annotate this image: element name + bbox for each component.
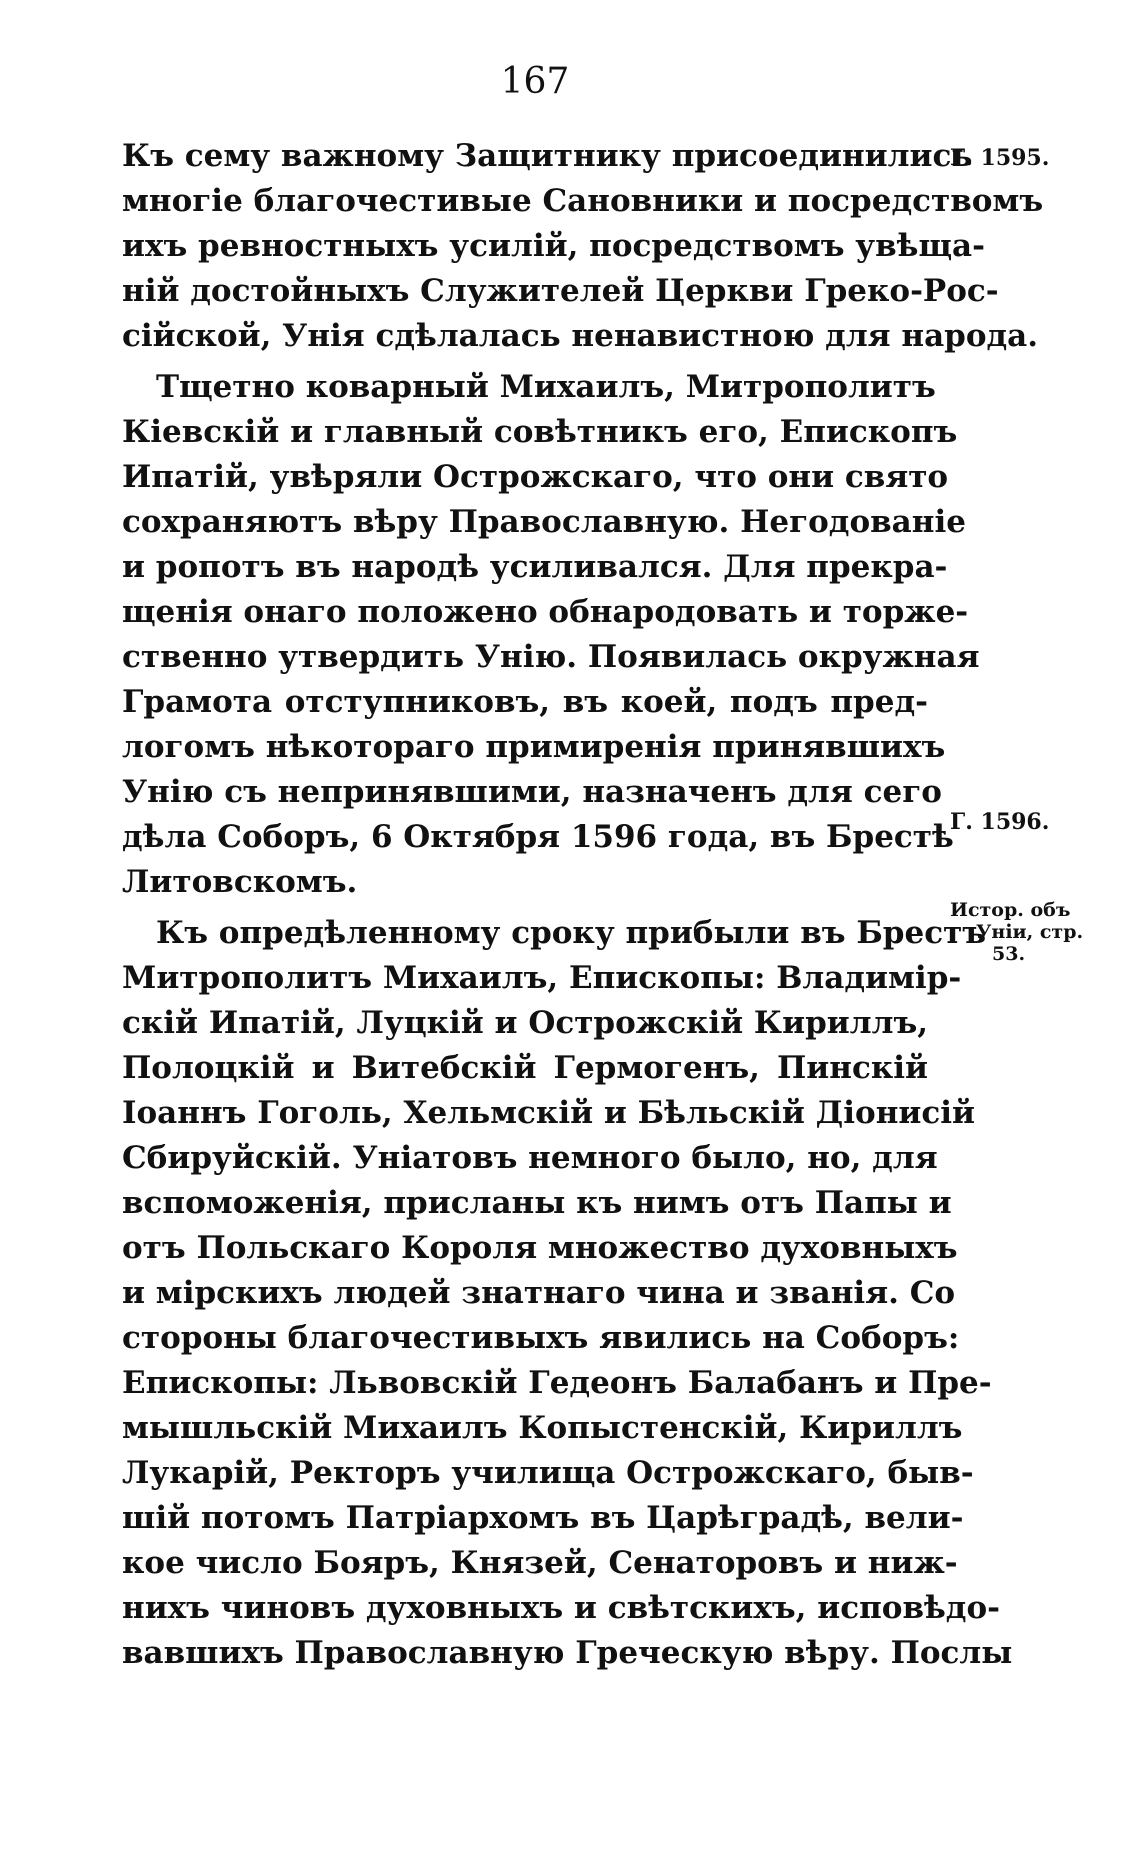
text-line: стороны благочестивыхъ явились на Соборъ: <box>122 1320 960 1356</box>
text-line: и ропотъ въ народѣ усиливался. Для прекра- <box>122 549 948 585</box>
text-line: Сбируйскій. Уніатовъ немного было, но, для <box>122 1140 938 1176</box>
text-line: многіе благочестивые Сановники и посредствомъ <box>122 183 1044 219</box>
text-line: Грамота отступниковъ, въ коей, подъ пред- <box>122 684 928 720</box>
text-line: Полоцкій и Витебскій Гермогенъ, Пинскій <box>122 1050 928 1086</box>
text-line: нихъ чиновъ духовныхъ и свѣтскихъ, исповѣдо- <box>122 1590 1001 1626</box>
text-line: логомъ нѣкотораго примиренія принявшихъ <box>122 729 946 765</box>
text-line: Кіевскій и главный совѣтникъ его, Епископъ <box>122 414 958 450</box>
text-line: и мірскихъ людей знатнаго чина и званія. Со <box>122 1275 956 1311</box>
text-line: Унію съ непринявшими, назначенъ для сего <box>122 774 942 810</box>
margin-note-year-1595: Г. 1595. <box>950 145 1050 171</box>
margin-note-year-1596: Г. 1596. <box>950 809 1050 835</box>
text-line: кое число Бояръ, Князей, Сенаторовъ и ниж- <box>122 1545 958 1581</box>
text-line: Литовскомъ. <box>122 864 358 900</box>
text-line: Тщетно коварный Михаилъ, Митрополитъ <box>156 369 936 405</box>
text-line: Іоаннъ Гоголь, Хельмскій и Бѣльскій Діонисій <box>122 1095 976 1131</box>
margin-note-source-line: 53. <box>992 943 1026 965</box>
text-line: дѣла Соборъ, 6 Октября 1596 года, въ Брестѣ <box>122 819 954 855</box>
text-line: вавшихъ Православную Греческую вѣру. Послы <box>122 1635 1013 1671</box>
text-line: Митрополитъ Михаилъ, Епископы: Владимір- <box>122 960 962 996</box>
margin-note-source-line: Уніи, стр. <box>976 921 1084 943</box>
text-line: Епископы: Львовскій Гедеонъ Балабанъ и Пре- <box>122 1365 992 1401</box>
text-line: мышльскій Михаилъ Копыстенскій, Кириллъ <box>122 1410 963 1446</box>
text-line: Ипатій, увѣряли Острожскаго, что они свято <box>122 459 949 495</box>
margin-note-source-reference <box>950 899 1100 965</box>
text-line: ній достойныхъ Служителей Церкви Греко-Рос- <box>122 273 999 309</box>
text-line: вспоможенія, присланы къ нимъ отъ Папы и <box>122 1185 952 1221</box>
page-number: 167 <box>500 61 570 102</box>
text-line: сохраняютъ вѣру Православную. Негодованіе <box>122 504 966 540</box>
text-line: Къ опредѣленному сроку прибыли въ Брестъ <box>156 915 987 951</box>
text-line: скій Ипатій, Луцкій и Острожскій Кириллъ, <box>122 1005 929 1041</box>
text-line: сійской, Унія сдѣлалась ненавистною для народа. <box>122 318 1039 354</box>
text-line: ственно утвердить Унію. Появилась окружная <box>122 639 980 675</box>
text-line: ихъ ревностныхъ усилій, посредствомъ увѣща- <box>122 228 985 264</box>
margin-note-source-line: Истор. объ <box>950 899 1071 921</box>
text-line: шій потомъ Патріархомъ въ Царѣградѣ, вели- <box>122 1500 964 1536</box>
text-line: Лукарій, Ректоръ училища Острожскаго, быв- <box>122 1455 974 1491</box>
paragraph-2 <box>122 365 980 905</box>
text-line: щенія онаго положено обнародовать и торже- <box>122 594 969 630</box>
text-line: отъ Польскаго Короля множество духовныхъ <box>122 1230 958 1266</box>
text-line: Къ сему важному Защитнику присоединились <box>122 138 973 174</box>
